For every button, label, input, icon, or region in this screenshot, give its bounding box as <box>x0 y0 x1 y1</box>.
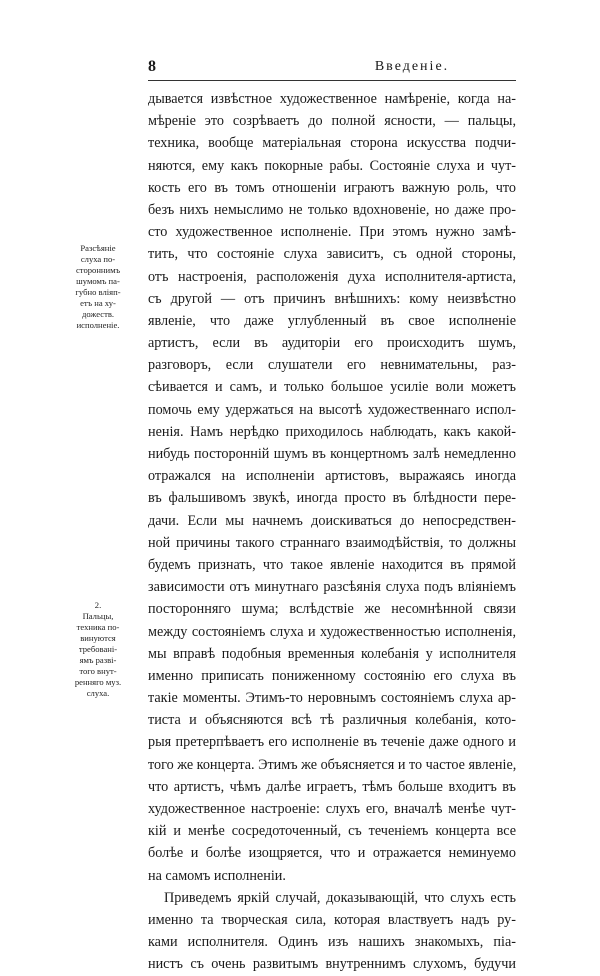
text-line: тиста и объясняются всѣ тѣ различныя колебанія, кото- <box>148 712 516 729</box>
text-line: нибудь посторонній шумъ въ концертномъ залѣ немедленно <box>148 446 516 462</box>
text-line: няются, ему какъ покорные рабы. Состояніе слуха и чут- <box>148 157 516 174</box>
margin-note-line: требовані- <box>78 644 118 654</box>
text-line: дывается извѣстное художественное намѣреніе, когда на- <box>148 91 516 107</box>
text-line: на самомъ исполненіи. <box>148 867 286 884</box>
page-number: 8 <box>148 58 156 75</box>
text-line: разговоръ, если слушатели его невнимательны, раз- <box>148 357 516 374</box>
margin-note-line: техника по- <box>76 622 120 632</box>
text-line: кій и менѣе сосредоточенный, съ теченіемъ концерта все <box>148 823 516 840</box>
text-line: мѣреніе это созрѣваетъ до полной ясности, — пальцы, <box>148 113 516 130</box>
margin-note-line: 2. <box>94 600 102 610</box>
text-line: дачи. Если мы начнемъ доискиваться до непосредствен- <box>148 512 516 529</box>
margin-note-line: Разсѣяніе <box>80 243 116 253</box>
margin-note-line: слуха. <box>86 688 110 698</box>
text-line: зависимости отъ минутнаго разсѣянія слуха подъ вліяніемъ <box>148 579 516 596</box>
text-line: Приведемъ яркій случай, доказывающій, что слухъ есть <box>164 889 516 906</box>
text-line: техника, вообще матеріальная сторона искусства подчи- <box>148 135 516 152</box>
text-line: въ фальшивомъ звукѣ, иногда просто въ блѣдности пере- <box>148 490 516 507</box>
running-title: Введеніе. <box>374 59 450 74</box>
margin-note-line: слуха по- <box>80 254 116 264</box>
margin-note-line: ямъ разві- <box>79 655 117 665</box>
margin-note-line: Пальцы, <box>82 611 114 621</box>
text-line: что артистъ, чѣмъ далѣе играетъ, тѣмъ больше входитъ въ <box>148 778 516 795</box>
text-line: болѣе и болѣе изощряется, что и отражается неминуемо <box>148 845 516 862</box>
margin-note-line: шумомъ па- <box>76 276 120 286</box>
margin-note-1 <box>56 243 140 331</box>
text-line: будемъ признать, что такое явленіе находится въ прямой <box>148 556 516 573</box>
text-line: съ другой — отъ причинъ внѣшнихъ: кому неизвѣстно <box>148 290 516 307</box>
text-line: того же концерта. Этимъ же объясняется и то частое явленіе, <box>148 756 517 773</box>
text-line: нистъ съ очень развитымъ внутреннимъ слухомъ, будучи <box>148 956 516 973</box>
text-line: художественное настроеніе: слухъ его, вначалѣ менѣе чут- <box>148 801 516 817</box>
text-line: ной причины такого страннаго взаимодѣйствія, то должны <box>148 534 516 551</box>
text-line: мы вправѣ подобныя временныя колебанія у исполнителя <box>148 645 516 662</box>
text-line: отъ настроенія, расположенія духа исполнителя-артиста, <box>148 268 516 285</box>
text-line: безъ нихъ немыслимо не только вдохновеніе, но даже про- <box>148 201 516 218</box>
text-line: такіе моменты. Этимъ-то неровнымъ состояніемъ слуха ар- <box>148 690 516 707</box>
text-line: рыя претерпѣваетъ его исполненіе въ теченіе даже одного и <box>148 734 516 751</box>
margin-note-line: того внут- <box>79 666 117 676</box>
margin-note-2 <box>56 600 140 699</box>
text-line: сѣивается и самъ, и только большое усиліе воли можетъ <box>148 379 516 396</box>
text-line: помочь ему удержаться на высотѣ художественнаго испол- <box>148 401 516 418</box>
margin-note-line: стороннимъ <box>75 265 121 275</box>
text-line: артистъ, если въ аудиторіи его происходитъ шумъ, <box>148 335 516 352</box>
margin-note-line: етъ на ху- <box>80 298 116 308</box>
margin-note-line: винуются <box>80 633 116 643</box>
text-line: посторонняго шума; вслѣдствіе же несомнѣнной связи <box>148 601 516 618</box>
margin-note-line: губно вліяп- <box>75 287 121 297</box>
text-line: сто художественное исполненіе. При этомъ нужно замѣ- <box>148 224 516 241</box>
margin-note-line: исполненіе. <box>76 320 120 330</box>
margin-note-line: ренняго муз. <box>74 677 122 687</box>
text-line: отражался на исполненіи артистовъ, выражаясь иногда <box>148 468 516 485</box>
page-header <box>148 56 516 78</box>
text-line: именно приписать пониженному состоянію его слуха въ <box>148 667 516 684</box>
text-line: именно та творческая сила, которая властвуетъ надъ ру- <box>148 911 516 928</box>
text-line: между состояніемъ слуха и художественностью исполненія, <box>148 623 516 640</box>
header-rule <box>148 80 516 81</box>
text-line: тить, что состояніе слуха зависитъ, съ одной стороны, <box>148 246 516 263</box>
text-line: явленіе, что даже углубленный въ свое исполненіе <box>148 312 516 329</box>
margin-note-line: дожеств. <box>81 309 115 319</box>
text-line: кость его въ томъ отношеніи играютъ важную роль, что <box>148 179 516 196</box>
text-line: ками исполнителя. Одинъ изъ нашихъ знакомыхъ, піа- <box>148 934 516 951</box>
text-line: ненія. Намъ нерѣдко приходилось наблюдать, какъ какой- <box>148 423 516 440</box>
body-text <box>148 88 516 976</box>
